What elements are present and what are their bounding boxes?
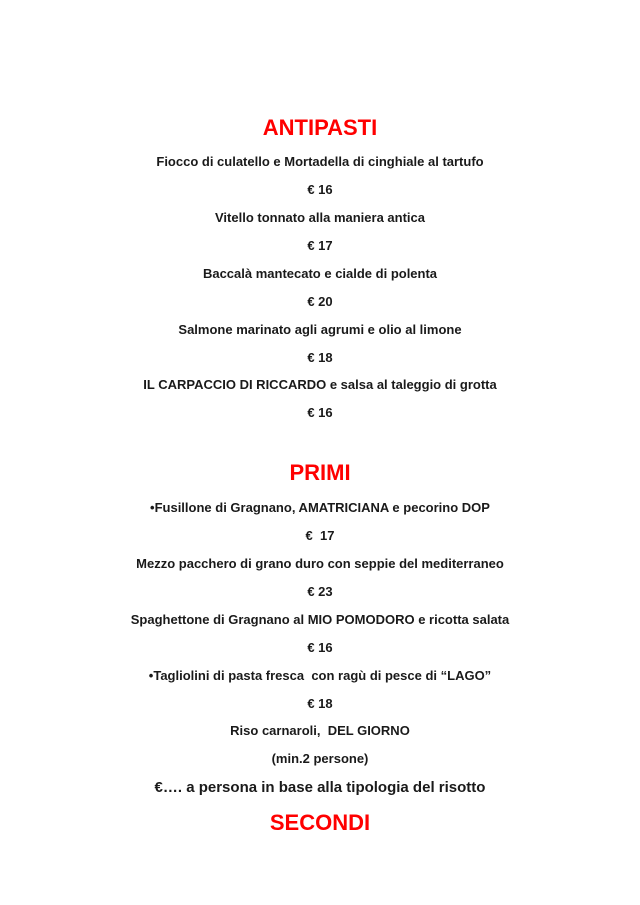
menu-price: € 16 — [307, 405, 333, 420]
menu-item: Riso carnaroli, DEL GIORNO — [230, 723, 410, 738]
menu-item: •Tagliolini di pasta fresca con ragù di pesce di “LAGO” — [148, 668, 492, 683]
section-title-primi: PRIMI — [289, 460, 351, 485]
menu-item: Salmone marinato agli agrumi e olio al limone — [178, 322, 462, 337]
section-title-antipasti: ANTIPASTI — [262, 115, 378, 140]
menu-item: Fiocco di culatello e Mortadella di cinghiale al tartufo — [156, 154, 484, 169]
menu-item: Baccalà mantecato e cialde di polenta — [202, 266, 438, 281]
menu-price: € 18 — [307, 350, 333, 365]
menu-note: (min.2 persone) — [271, 751, 369, 766]
menu-price: € 16 — [307, 182, 333, 197]
menu-price-note: €…. a persona in base alla tipologia del risotto — [154, 779, 486, 796]
section-title-secondi: SECONDI — [269, 810, 371, 835]
menu-price: € 16 — [307, 640, 333, 655]
menu-price: € 23 — [307, 584, 333, 599]
menu-item: Spaghettone di Gragnano al MIO POMODORO e ricotta salata — [130, 612, 510, 627]
menu-item: Vitello tonnato alla maniera antica — [215, 210, 425, 225]
menu-item: •Fusillone di Gragnano, AMATRICIANA e pecorino DOP — [150, 500, 490, 515]
menu-item: Mezzo pacchero di grano duro con seppie del mediterraneo — [136, 556, 504, 571]
menu-price: € 17 — [307, 238, 333, 253]
menu-price: € 18 — [307, 696, 333, 711]
menu-item: IL CARPACCIO DI RICCARDO e salsa al taleggio di grotta — [143, 377, 497, 392]
menu-price: € 20 — [307, 294, 333, 309]
menu-price: € 17 — [305, 528, 335, 543]
